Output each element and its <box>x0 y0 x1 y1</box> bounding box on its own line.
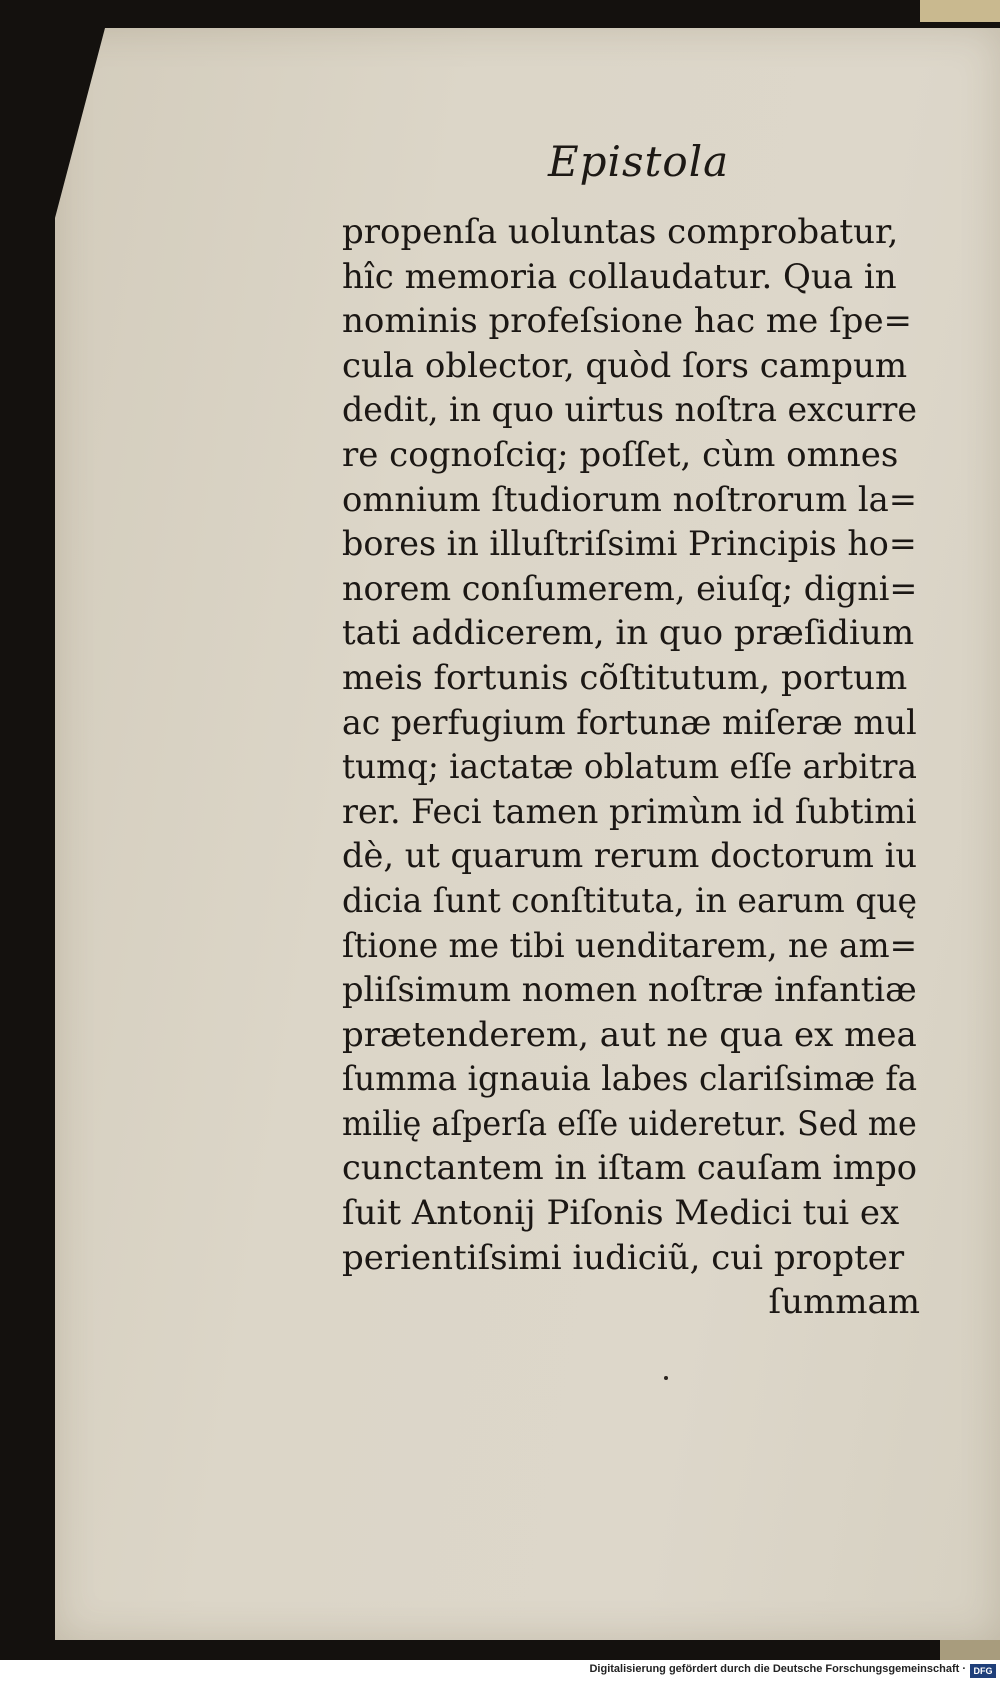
catchword: ſummam <box>768 1282 920 1323</box>
scan-corner-top <box>920 0 1000 22</box>
ink-speck <box>664 1376 668 1380</box>
text-line: ſtione me tibi uenditarem, ne am= <box>342 925 918 966</box>
text-line: ſumma ignauia labes clariſsimæ fa <box>342 1059 918 1100</box>
text-line: bores in illuſtriſsimi Principis ho= <box>342 524 917 565</box>
text-line: pliſsimum nomen noſtræ infantiæ <box>342 970 917 1011</box>
text-line: cunctantem in iſtam cauſam impo <box>342 1148 918 1189</box>
text-line: milię aſperſa eſſe uideretur. Sed me <box>342 1103 917 1144</box>
text-line: prætenderem, aut ne qua ex mea <box>342 1014 917 1055</box>
text-line: ſuit Antonij Piſonis Medici tui ex <box>342 1193 900 1234</box>
text-line: norem conſumerem, eiuſq; digni= <box>342 568 918 609</box>
footer-credit: Digitalisierung gefördert durch die Deutsche Forschungsgemeinschaft · <box>589 1663 966 1675</box>
text-line: dè, ut quarum rerum doctorum iu <box>342 836 917 877</box>
text-line: tati addicerem, in quo præſidium <box>342 613 915 654</box>
text-line: cula oblector, quòd ſors campum <box>342 345 908 386</box>
text-line: re cognoſciq; poſſet, cùm omnes <box>342 434 899 475</box>
body-text <box>342 210 922 1325</box>
running-head: Epistola <box>548 137 730 186</box>
text-line: hîc memoria collaudatur. Qua in <box>342 256 897 297</box>
text-line: perientiſsimi iudiciũ, cui propter <box>342 1237 905 1278</box>
text-line: dicia ſunt conſtituta, in earum quę <box>342 880 918 921</box>
text-line: nominis profeſsione hac me ſpe= <box>342 301 913 342</box>
text-line: omnium ſtudiorum noſtrorum la= <box>342 479 918 520</box>
text-line: ac perfugium fortunæ miſeræ mul <box>342 702 917 743</box>
text-line: dedit, in quo uirtus noſtra excurre <box>342 390 917 431</box>
text-line: rer. Feci tamen primùm id ſubtimi <box>342 791 917 832</box>
text-line: meis fortunis cõſtitutum, portum <box>342 657 908 698</box>
dfg-logo: DFG <box>970 1664 996 1678</box>
text-line: propenſa uoluntas comprobatur, <box>342 212 899 252</box>
text-line: tumq; iactatæ oblatum eſſe arbitra <box>342 747 917 788</box>
